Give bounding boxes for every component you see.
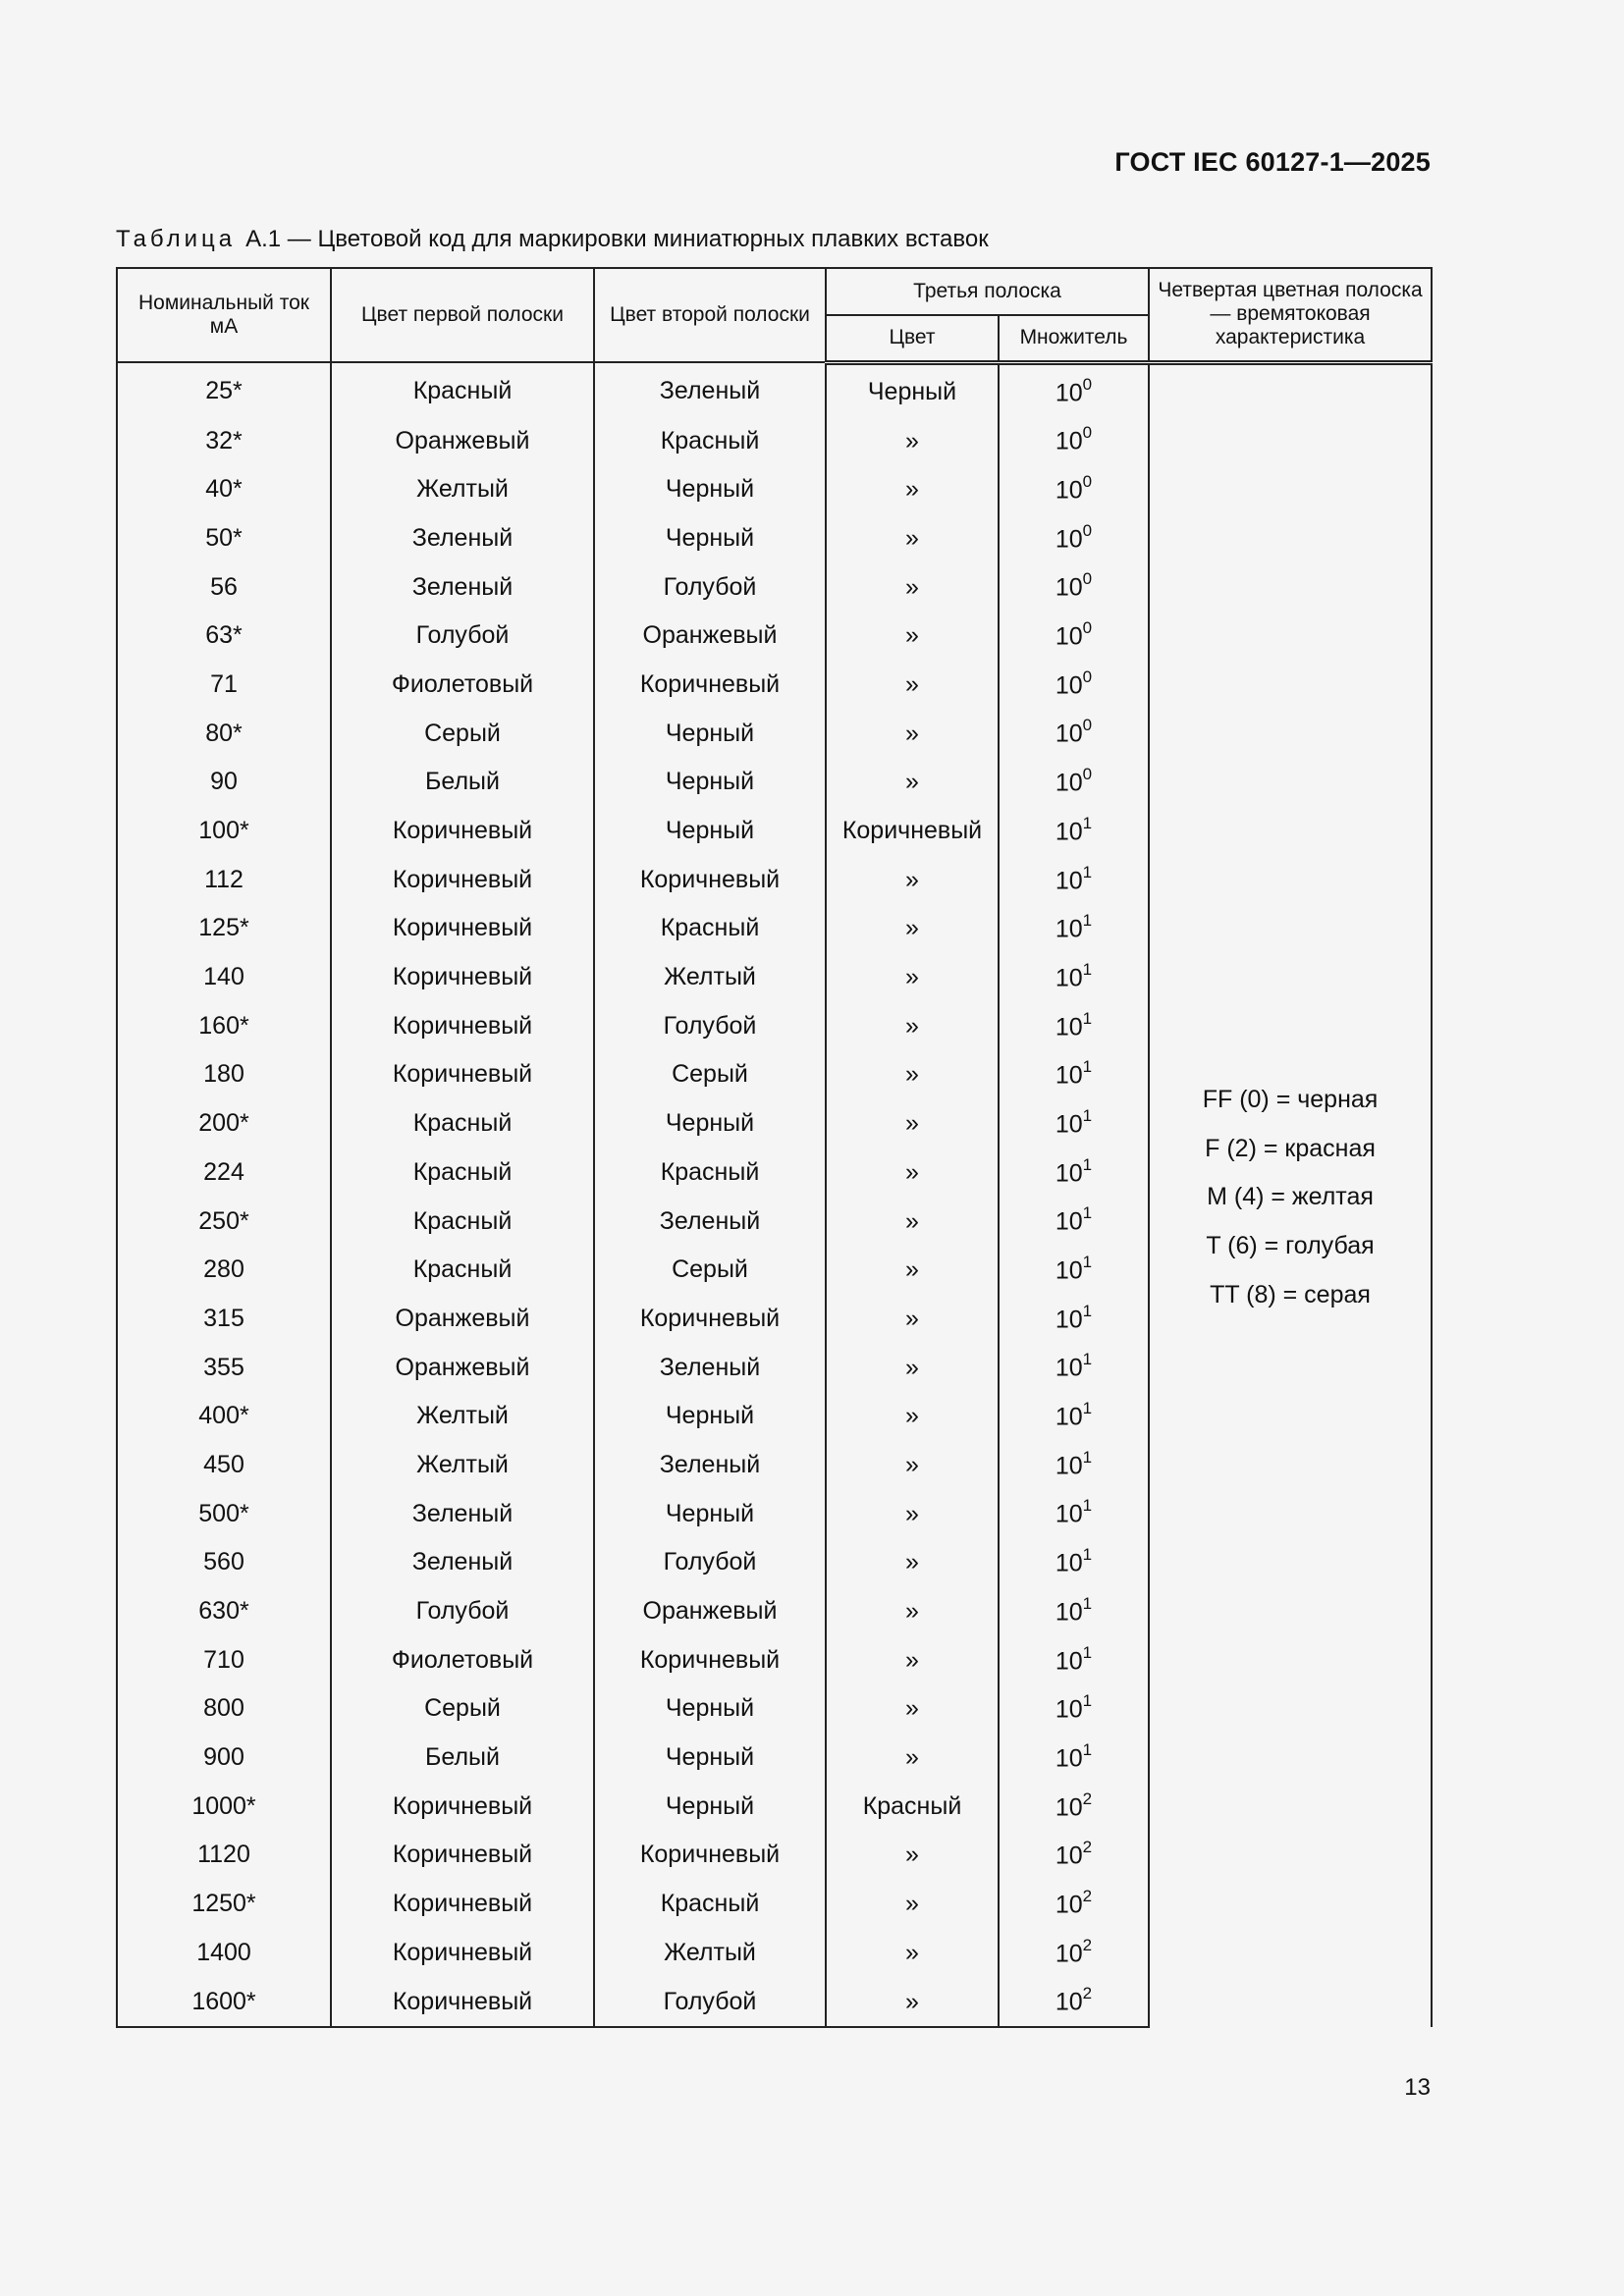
multiplier-cell (999, 1831, 1149, 1880)
first-band-cell: Белый (331, 1734, 594, 1783)
second-band-cell: Красный (594, 1880, 826, 1929)
multiplier-cell (999, 1734, 1149, 1783)
second-band-cell: Коричневый (594, 661, 826, 710)
multiplier-base: 10 (1055, 1549, 1083, 1577)
second-band-cell: Голубой (594, 1977, 826, 2027)
first-band-cell: Оранжевый (331, 1295, 594, 1344)
multiplier-base: 10 (1055, 1159, 1083, 1187)
first-band-cell: Коричневый (331, 1001, 594, 1050)
current-cell: 1120 (117, 1831, 331, 1880)
table-body (117, 362, 1432, 2027)
first-band-cell: Коричневый (331, 1050, 594, 1099)
second-band-cell: Голубой (594, 1001, 826, 1050)
second-band-cell: Черный (594, 1392, 826, 1441)
multiplier-exponent: 1 (1082, 1447, 1093, 1467)
first-band-cell: Оранжевый (331, 416, 594, 465)
multiplier-exponent: 1 (1082, 813, 1093, 832)
second-band-cell: Черный (594, 709, 826, 758)
first-band-cell: Зеленый (331, 562, 594, 612)
multiplier-exponent: 1 (1082, 1496, 1093, 1516)
first-band-cell: Коричневый (331, 855, 594, 904)
first-band-cell: Коричневый (331, 807, 594, 856)
header-current: Номинальный ток мА (117, 268, 331, 362)
third-band-color-cell: Красный (826, 1782, 999, 1831)
multiplier-cell (999, 1587, 1149, 1636)
multiplier-exponent: 1 (1082, 1691, 1093, 1711)
current-cell: 1600* (117, 1977, 331, 2027)
current-cell: 800 (117, 1684, 331, 1734)
third-band-color-cell: » (826, 1050, 999, 1099)
multiplier-cell (999, 416, 1149, 465)
multiplier-base: 10 (1055, 1354, 1083, 1382)
multiplier-base: 10 (1055, 1842, 1083, 1870)
first-band-cell: Серый (331, 1684, 594, 1734)
current-cell: 400* (117, 1392, 331, 1441)
multiplier-cell (999, 1635, 1149, 1684)
multiplier-cell (999, 465, 1149, 514)
multiplier-cell (999, 904, 1149, 953)
current-cell: 40* (117, 465, 331, 514)
multiplier-cell (999, 562, 1149, 612)
multiplier-exponent: 1 (1082, 1399, 1093, 1418)
third-band-color-cell: » (826, 1587, 999, 1636)
multiplier-exponent: 1 (1082, 1253, 1093, 1272)
table-caption-text: А.1 — Цветовой код для маркировки миниатюрных плавких вставок (245, 226, 989, 252)
table-row (117, 362, 1432, 416)
multiplier-base: 10 (1055, 1988, 1083, 2016)
multiplier-base: 10 (1055, 1256, 1083, 1285)
current-cell: 500* (117, 1489, 331, 1538)
multiplier-exponent: 0 (1082, 716, 1093, 735)
multiplier-cell (999, 612, 1149, 661)
multiplier-exponent: 0 (1082, 423, 1093, 443)
multiplier-exponent: 2 (1082, 1886, 1093, 1905)
multiplier-cell (999, 758, 1149, 807)
multiplier-base: 10 (1055, 379, 1083, 406)
second-band-cell: Зеленый (594, 362, 826, 416)
third-band-color-cell: » (826, 1831, 999, 1880)
second-band-cell: Зеленый (594, 1197, 826, 1246)
multiplier-base: 10 (1055, 671, 1083, 700)
multiplier-base: 10 (1055, 915, 1083, 943)
current-cell: 224 (117, 1148, 331, 1198)
third-band-color-cell: Коричневый (826, 807, 999, 856)
table-caption (116, 226, 989, 253)
first-band-cell: Серый (331, 709, 594, 758)
first-band-cell: Красный (331, 362, 594, 416)
second-band-cell: Оранжевый (594, 1587, 826, 1636)
third-band-color-cell: » (826, 1734, 999, 1783)
multiplier-base: 10 (1055, 622, 1083, 651)
third-band-color-cell: » (826, 1197, 999, 1246)
multiplier-base: 10 (1055, 573, 1083, 602)
multiplier-exponent: 1 (1082, 1105, 1093, 1125)
second-band-cell: Серый (594, 1050, 826, 1099)
current-cell: 125* (117, 904, 331, 953)
multiplier-cell (999, 1684, 1149, 1734)
second-band-cell: Коричневый (594, 1831, 826, 1880)
third-band-color-cell: » (826, 1295, 999, 1344)
first-band-cell: Зеленый (331, 514, 594, 563)
multiplier-exponent: 0 (1082, 374, 1093, 394)
multiplier-cell (999, 1148, 1149, 1198)
current-cell: 1400 (117, 1929, 331, 1978)
first-band-cell: Оранжевый (331, 1343, 594, 1392)
current-cell: 200* (117, 1099, 331, 1148)
characteristic-cell (1149, 362, 1432, 2027)
multiplier-exponent: 1 (1082, 1545, 1093, 1565)
multiplier-exponent: 1 (1082, 1593, 1093, 1613)
multiplier-cell (999, 1246, 1149, 1295)
third-band-color-cell: » (826, 1929, 999, 1978)
first-band-cell: Фиолетовый (331, 661, 594, 710)
multiplier-cell (999, 807, 1149, 856)
characteristic-item: F (2) = красная (1205, 1134, 1376, 1162)
third-band-color-cell: » (826, 1538, 999, 1587)
header-second-band: Цвет второй полоски (594, 268, 826, 362)
multiplier-base: 10 (1055, 1744, 1083, 1773)
multiplier-base: 10 (1055, 1792, 1083, 1821)
second-band-cell: Черный (594, 1684, 826, 1734)
multiplier-cell (999, 953, 1149, 1002)
multiplier-cell (999, 855, 1149, 904)
third-band-color-cell: » (826, 953, 999, 1002)
current-cell: 160* (117, 1001, 331, 1050)
multiplier-exponent: 2 (1082, 1838, 1093, 1857)
multiplier-cell (999, 1099, 1149, 1148)
third-band-color-cell: » (826, 758, 999, 807)
multiplier-cell (999, 1295, 1149, 1344)
multiplier-base: 10 (1055, 476, 1083, 505)
multiplier-base: 10 (1055, 1940, 1083, 1967)
current-cell: 1250* (117, 1880, 331, 1929)
color-code-table (116, 267, 1433, 2028)
current-cell: 1000* (117, 1782, 331, 1831)
current-cell: 80* (117, 709, 331, 758)
second-band-cell: Красный (594, 416, 826, 465)
current-cell: 900 (117, 1734, 331, 1783)
second-band-cell: Красный (594, 904, 826, 953)
current-cell: 280 (117, 1246, 331, 1295)
first-band-cell: Коричневый (331, 1880, 594, 1929)
multiplier-base: 10 (1055, 1646, 1083, 1675)
characteristic-item: T (6) = голубая (1206, 1232, 1375, 1260)
first-band-cell: Желтый (331, 465, 594, 514)
page-number: 13 (1404, 2074, 1431, 2101)
first-band-cell: Красный (331, 1099, 594, 1148)
third-band-color-cell: » (826, 416, 999, 465)
multiplier-base: 10 (1055, 1207, 1083, 1236)
multiplier-exponent: 1 (1082, 1739, 1093, 1759)
multiplier-cell (999, 1880, 1149, 1929)
second-band-cell: Оранжевый (594, 612, 826, 661)
first-band-cell: Коричневый (331, 1831, 594, 1880)
multiplier-base: 10 (1055, 1452, 1083, 1480)
multiplier-cell (999, 1050, 1149, 1099)
header-fourth-band: Четвертая цветная полоска — времятоковая характеристика (1149, 268, 1432, 362)
multiplier-cell (999, 1343, 1149, 1392)
multiplier-base: 10 (1055, 866, 1083, 894)
first-band-cell: Красный (331, 1148, 594, 1198)
current-cell: 90 (117, 758, 331, 807)
multiplier-exponent: 2 (1082, 1935, 1093, 1954)
multiplier-cell (999, 1782, 1149, 1831)
first-band-cell: Коричневый (331, 1929, 594, 1978)
multiplier-exponent: 1 (1082, 862, 1093, 881)
multiplier-cell (999, 1197, 1149, 1246)
multiplier-base: 10 (1055, 1695, 1083, 1724)
characteristic-item: TT (8) = серая (1210, 1280, 1371, 1308)
current-cell: 450 (117, 1441, 331, 1490)
first-band-cell: Красный (331, 1197, 594, 1246)
third-band-color-cell: » (826, 1392, 999, 1441)
third-band-color-cell: » (826, 1489, 999, 1538)
first-band-cell: Зеленый (331, 1538, 594, 1587)
third-band-color-cell: » (826, 1148, 999, 1198)
first-band-cell: Зеленый (331, 1489, 594, 1538)
multiplier-base: 10 (1055, 1891, 1083, 1919)
second-band-cell: Голубой (594, 1538, 826, 1587)
multiplier-exponent: 0 (1082, 569, 1093, 589)
third-band-color-cell: » (826, 562, 999, 612)
header-third-color: Цвет (826, 315, 999, 362)
multiplier-cell (999, 514, 1149, 563)
header-third-band: Третья полоска (826, 268, 1149, 315)
current-cell: 355 (117, 1343, 331, 1392)
third-band-color-cell: » (826, 1977, 999, 2027)
current-cell: 180 (117, 1050, 331, 1099)
multiplier-cell (999, 1392, 1149, 1441)
characteristic-item: FF (0) = черная (1202, 1085, 1379, 1113)
multiplier-exponent: 1 (1082, 1642, 1093, 1662)
current-cell: 140 (117, 953, 331, 1002)
current-cell: 50* (117, 514, 331, 563)
multiplier-exponent: 1 (1082, 1154, 1093, 1174)
multiplier-cell (999, 1001, 1149, 1050)
multiplier-exponent: 0 (1082, 765, 1093, 784)
multiplier-exponent: 1 (1082, 1301, 1093, 1320)
second-band-cell: Черный (594, 514, 826, 563)
multiplier-exponent: 0 (1082, 618, 1093, 638)
first-band-cell: Коричневый (331, 1977, 594, 2027)
third-band-color-cell: » (826, 1001, 999, 1050)
third-band-color-cell: » (826, 612, 999, 661)
second-band-cell: Коричневый (594, 1635, 826, 1684)
current-cell: 63* (117, 612, 331, 661)
second-band-cell: Черный (594, 465, 826, 514)
multiplier-base: 10 (1055, 720, 1083, 748)
current-cell: 112 (117, 855, 331, 904)
multiplier-base: 10 (1055, 427, 1083, 455)
multiplier-exponent: 1 (1082, 1057, 1093, 1077)
multiplier-exponent: 0 (1082, 667, 1093, 686)
current-cell: 25* (117, 362, 331, 416)
second-band-cell: Черный (594, 758, 826, 807)
third-band-color-cell: » (826, 465, 999, 514)
multiplier-exponent: 1 (1082, 1008, 1093, 1028)
first-band-cell: Коричневый (331, 1782, 594, 1831)
multiplier-exponent: 2 (1082, 1984, 1093, 2003)
multiplier-exponent: 0 (1082, 520, 1093, 540)
second-band-cell: Зеленый (594, 1441, 826, 1490)
third-band-color-cell: » (826, 1099, 999, 1148)
multiplier-base: 10 (1055, 1306, 1083, 1334)
current-cell: 32* (117, 416, 331, 465)
multiplier-exponent: 1 (1082, 1203, 1093, 1223)
first-band-cell: Коричневый (331, 953, 594, 1002)
third-band-color-cell: » (826, 855, 999, 904)
multiplier-base: 10 (1055, 1061, 1083, 1090)
first-band-cell: Белый (331, 758, 594, 807)
current-cell: 71 (117, 661, 331, 710)
first-band-cell: Голубой (331, 612, 594, 661)
second-band-cell: Черный (594, 1782, 826, 1831)
third-band-color-cell: » (826, 904, 999, 953)
third-band-color-cell: » (826, 1246, 999, 1295)
second-band-cell: Голубой (594, 562, 826, 612)
multiplier-base: 10 (1055, 1110, 1083, 1139)
multiplier-base: 10 (1055, 1012, 1083, 1041)
current-cell: 100* (117, 807, 331, 856)
third-band-color-cell: » (826, 514, 999, 563)
second-band-cell: Серый (594, 1246, 826, 1295)
current-cell: 315 (117, 1295, 331, 1344)
multiplier-cell (999, 362, 1149, 416)
header-first-band: Цвет первой полоски (331, 268, 594, 362)
multiplier-base: 10 (1055, 1403, 1083, 1431)
current-cell: 250* (117, 1197, 331, 1246)
third-band-color-cell: » (826, 1684, 999, 1734)
multiplier-cell (999, 1538, 1149, 1587)
third-band-color-cell: » (826, 1441, 999, 1490)
second-band-cell: Коричневый (594, 855, 826, 904)
table-caption-prefix: Таблица (116, 226, 237, 252)
multiplier-exponent: 2 (1082, 1789, 1093, 1808)
multiplier-exponent: 1 (1082, 911, 1093, 931)
multiplier-base: 10 (1055, 818, 1083, 846)
second-band-cell: Черный (594, 1734, 826, 1783)
third-band-color-cell: Черный (826, 362, 999, 416)
third-band-color-cell: » (826, 1880, 999, 1929)
second-band-cell: Черный (594, 1099, 826, 1148)
multiplier-base: 10 (1055, 1500, 1083, 1528)
header-third-multiplier: Множитель (999, 315, 1149, 362)
multiplier-exponent: 1 (1082, 959, 1093, 979)
characteristic-item: M (4) = желтая (1207, 1183, 1374, 1211)
second-band-cell: Черный (594, 1489, 826, 1538)
multiplier-exponent: 1 (1082, 1350, 1093, 1369)
multiplier-cell (999, 1489, 1149, 1538)
first-band-cell: Желтый (331, 1392, 594, 1441)
second-band-cell: Коричневый (594, 1295, 826, 1344)
first-band-cell: Желтый (331, 1441, 594, 1490)
second-band-cell: Зеленый (594, 1343, 826, 1392)
current-cell: 56 (117, 562, 331, 612)
multiplier-cell (999, 661, 1149, 710)
multiplier-base: 10 (1055, 1598, 1083, 1627)
first-band-cell: Фиолетовый (331, 1635, 594, 1684)
first-band-cell: Коричневый (331, 904, 594, 953)
current-cell: 560 (117, 1538, 331, 1587)
third-band-color-cell: » (826, 1343, 999, 1392)
multiplier-cell (999, 1977, 1149, 2027)
multiplier-base: 10 (1055, 964, 1083, 992)
multiplier-base: 10 (1055, 525, 1083, 554)
multiplier-base: 10 (1055, 769, 1083, 797)
second-band-cell: Желтый (594, 953, 826, 1002)
multiplier-cell (999, 709, 1149, 758)
multiplier-exponent: 0 (1082, 472, 1093, 492)
multiplier-cell (999, 1929, 1149, 1978)
current-cell: 710 (117, 1635, 331, 1684)
first-band-cell: Голубой (331, 1587, 594, 1636)
second-band-cell: Черный (594, 807, 826, 856)
document-code: ГОСТ IEC 60127-1—2025 (1114, 147, 1431, 177)
third-band-color-cell: » (826, 1635, 999, 1684)
current-cell: 630* (117, 1587, 331, 1636)
multiplier-cell (999, 1441, 1149, 1490)
third-band-color-cell: » (826, 661, 999, 710)
third-band-color-cell: » (826, 709, 999, 758)
first-band-cell: Красный (331, 1246, 594, 1295)
second-band-cell: Желтый (594, 1929, 826, 1978)
second-band-cell: Красный (594, 1148, 826, 1198)
